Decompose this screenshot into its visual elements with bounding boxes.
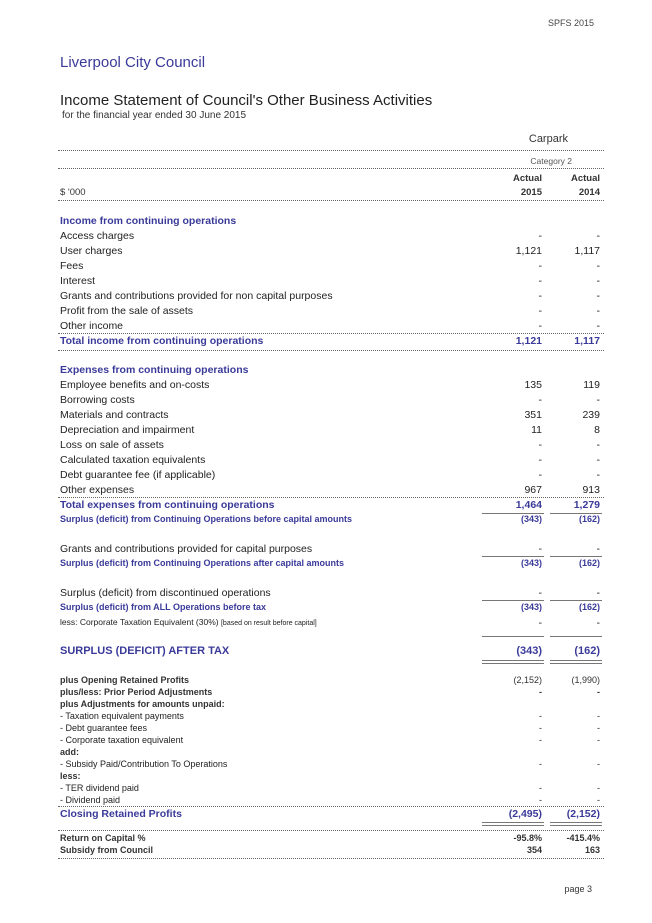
table-row: Loss on sale of assets - -	[60, 439, 600, 451]
section-heading-expenses: Expenses from continuing operations	[60, 364, 249, 376]
statement-subtitle: for the financial year ended 30 June 2015	[62, 110, 247, 121]
tax-label: less: Corporate Taxation Equivalent (30%)	[60, 617, 219, 627]
table-row: add:	[60, 747, 79, 757]
return-on-capital-row: Return on Capital % -95.8% -415.4%	[60, 833, 600, 843]
tax-equivalent-row: less: Corporate Taxation Equivalent (30%) [based on result before capital] - -	[60, 617, 600, 629]
divider	[58, 830, 604, 831]
table-row: Profit from the sale of assets - -	[60, 305, 600, 317]
table-row: Grants and contributions provided for non capital purposes - -	[60, 290, 600, 302]
col1-header-bottom: 2015	[520, 187, 542, 198]
table-row: Access charges - -	[60, 230, 600, 242]
table-row: Calculated taxation equivalents - -	[60, 454, 600, 466]
table-row: Borrowing costs - -	[60, 394, 600, 406]
divider	[58, 150, 604, 151]
col1-header-top: Actual	[512, 173, 542, 184]
total-expenses-row: Total expenses from continuing operations 1,464 1,279	[60, 499, 600, 511]
table-row: - TER dividend paid - -	[60, 783, 600, 793]
underline	[550, 556, 602, 557]
category-label: Category 2	[530, 156, 572, 166]
report-code: SPFS 2015	[547, 18, 594, 28]
underline	[550, 636, 602, 637]
closing-retained-profits-row: Closing Retained Profits (2,495) (2,152)	[60, 808, 600, 820]
table-row: plus Opening Retained Profits (2,152) (1,990)	[60, 675, 600, 685]
divider	[58, 350, 604, 351]
divider	[58, 806, 604, 807]
table-row: Depreciation and impairment 11 8	[60, 424, 600, 436]
surplus-before-capital-row: Surplus (deficit) from Continuing Operations before capital amounts (343) (162)	[60, 514, 600, 524]
table-row: - Debt guarantee fees - -	[60, 723, 600, 733]
table-row: - Dividend paid - -	[60, 795, 600, 805]
table-row: Other expenses 967 913	[60, 484, 600, 496]
activity-name: Carpark	[528, 133, 568, 145]
surplus-after-capital-row: Surplus (deficit) from Continuing Operations after capital amounts (343) (162)	[60, 558, 600, 568]
divider	[58, 333, 604, 334]
total-income-row: Total income from continuing operations 1,121 1,117	[60, 335, 600, 347]
divider	[58, 200, 604, 201]
divider	[58, 168, 604, 169]
double-underline	[482, 822, 544, 826]
subsidy-row: Subsidy from Council 354 163	[60, 845, 600, 855]
table-row: - Corporate taxation equivalent - -	[60, 735, 600, 745]
table-row: - Subsidy Paid/Contribution To Operations - -	[60, 759, 600, 769]
col2-header-bottom: 2014	[578, 187, 600, 198]
section-heading-income: Income from continuing operations	[60, 215, 237, 227]
table-row: Grants and contributions provided for capital purposes - -	[60, 543, 600, 555]
underline	[482, 556, 544, 557]
table-row: less:	[60, 771, 81, 781]
divider	[58, 497, 604, 498]
underline	[482, 636, 544, 637]
underline	[482, 600, 544, 601]
table-row: Materials and contracts 351 239	[60, 409, 600, 421]
table-row: Employee benefits and on-costs 135 119	[60, 379, 600, 391]
page-number: page 3	[564, 884, 592, 894]
unit-label: $ '000	[60, 187, 86, 198]
double-underline	[482, 660, 544, 664]
table-row: Surplus (deficit) from discontinued operations - -	[60, 587, 600, 599]
divider	[58, 858, 604, 859]
table-row: plus Adjustments for amounts unpaid:	[60, 699, 225, 709]
double-underline	[550, 660, 602, 664]
table-row: Interest - -	[60, 275, 600, 287]
double-underline	[550, 822, 602, 826]
table-row: - Taxation equivalent payments - -	[60, 711, 600, 721]
table-row: plus/less: Prior Period Adjustments - -	[60, 687, 600, 697]
table-row: User charges 1,121 1,117	[60, 245, 600, 257]
table-row: Fees - -	[60, 260, 600, 272]
tax-note: [based on result before capital]	[220, 620, 317, 627]
col2-header-top: Actual	[570, 173, 600, 184]
surplus-all-ops-row: Surplus (deficit) from ALL Operations before tax (343) (162)	[60, 602, 600, 612]
council-name: Liverpool City Council	[60, 54, 206, 71]
underline	[550, 600, 602, 601]
surplus-after-tax-row: SURPLUS (DEFICIT) AFTER TAX (343) (162)	[60, 645, 600, 657]
statement-title: Income Statement of Council's Other Business Activities	[60, 92, 433, 109]
table-row: Other income - -	[60, 320, 600, 332]
table-row: Debt guarantee fee (if applicable) - -	[60, 469, 600, 481]
